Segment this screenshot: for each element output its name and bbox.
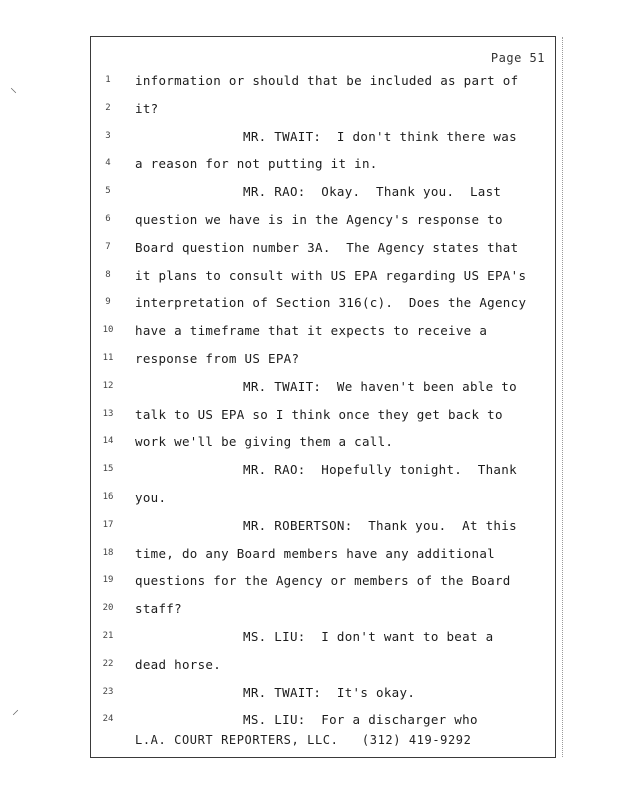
transcript-line — [91, 601, 555, 621]
transcript-line — [91, 685, 555, 705]
line-number: 16 — [102, 492, 114, 502]
margin-scan-mark: ⸝ — [12, 702, 19, 718]
transcript-line — [91, 407, 555, 427]
line-number: 19 — [102, 575, 114, 586]
page-number: Page 51 — [490, 51, 545, 65]
transcript-line — [91, 657, 555, 677]
transcript-line — [91, 184, 555, 204]
line-number: 12 — [102, 380, 114, 391]
line-number: 1 — [105, 75, 111, 85]
transcript-line — [91, 490, 555, 510]
transcript-line — [91, 212, 555, 232]
transcript-line — [91, 518, 555, 538]
line-number: 20 — [102, 603, 114, 614]
line-number: 2 — [105, 102, 111, 113]
line-number: 18 — [102, 547, 114, 558]
line-text: MS. LIU: I don't want to beat a — [243, 629, 494, 644]
transcript-line — [91, 462, 555, 482]
line-text: a reason for not putting it in. — [135, 156, 378, 172]
line-text: interpretation of Section 316(c). Does the Agency — [135, 295, 527, 311]
transcript-line — [91, 434, 555, 454]
line-number: 5 — [105, 186, 111, 197]
transcript-line — [91, 240, 555, 260]
transcript-line — [91, 379, 555, 399]
line-text: dead horse. — [135, 656, 222, 672]
line-number: 7 — [105, 241, 111, 252]
transcript-line — [91, 129, 555, 149]
line-text: it? — [135, 100, 159, 116]
transcript-line — [91, 546, 555, 566]
line-text: time, do any Board members have any additional — [135, 545, 495, 561]
line-text: information or should that be included as part of — [135, 73, 519, 88]
line-number: 21 — [102, 631, 114, 641]
line-text: it plans to consult with US EPA regarding US EPA's — [135, 267, 527, 283]
line-text: MR. RAO: Hopefully tonight. Thank — [243, 462, 517, 478]
line-number: 22 — [102, 658, 114, 669]
line-text: MR. TWAIT: I don't think there was — [243, 128, 517, 144]
line-text: talk to US EPA so I think once they get back to — [135, 406, 503, 422]
line-number: 15 — [102, 464, 114, 475]
line-number: 9 — [105, 297, 111, 308]
transcript-line — [91, 323, 555, 343]
scan-edge-speckle — [558, 37, 563, 757]
line-text: MR. RAO: Okay. Thank you. Last — [243, 184, 502, 200]
line-number: 11 — [102, 353, 114, 363]
line-number: 13 — [102, 408, 114, 419]
line-number: 6 — [105, 214, 111, 224]
line-text: have a timeframe that it expects to receive a — [135, 323, 488, 339]
transcript-line — [91, 573, 555, 593]
transcript-line — [91, 156, 555, 176]
transcript-line — [91, 351, 555, 371]
transcript-line — [91, 268, 555, 288]
line-number: 8 — [105, 269, 111, 280]
transcript-line — [91, 295, 555, 315]
line-text: MR. ROBERTSON: Thank you. At this — [243, 517, 517, 533]
line-number: 24 — [102, 714, 114, 725]
line-text: questions for the Agency or members of the Board — [135, 573, 511, 589]
line-text: Board question number 3A. The Agency states that — [135, 239, 519, 255]
line-number: 3 — [105, 130, 111, 141]
transcript-line — [91, 101, 555, 121]
line-text: you. — [135, 490, 167, 505]
line-text: question we have is in the Agency's response to — [135, 212, 503, 227]
transcript-line — [91, 73, 555, 93]
line-number: 10 — [102, 325, 114, 336]
line-number: 14 — [102, 436, 114, 447]
line-number: 17 — [102, 519, 114, 530]
transcript-line — [91, 712, 555, 732]
line-text: response from US EPA? — [135, 351, 300, 366]
court-reporter-footer: L.A. COURT REPORTERS, LLC. (312) 419-9292 — [135, 733, 472, 747]
transcript-line — [91, 629, 555, 649]
line-text: MR. TWAIT: It's okay. — [243, 684, 416, 700]
line-text: staff? — [135, 601, 182, 617]
line-number: 4 — [105, 158, 111, 169]
transcript-page — [90, 36, 556, 758]
line-text: MS. LIU: For a discharger who — [243, 712, 478, 728]
line-text: work we'll be giving them a call. — [135, 434, 394, 450]
line-number: 23 — [102, 686, 114, 697]
line-text: MR. TWAIT: We haven't been able to — [243, 378, 517, 394]
margin-scan-mark: ⸜ — [10, 80, 17, 96]
